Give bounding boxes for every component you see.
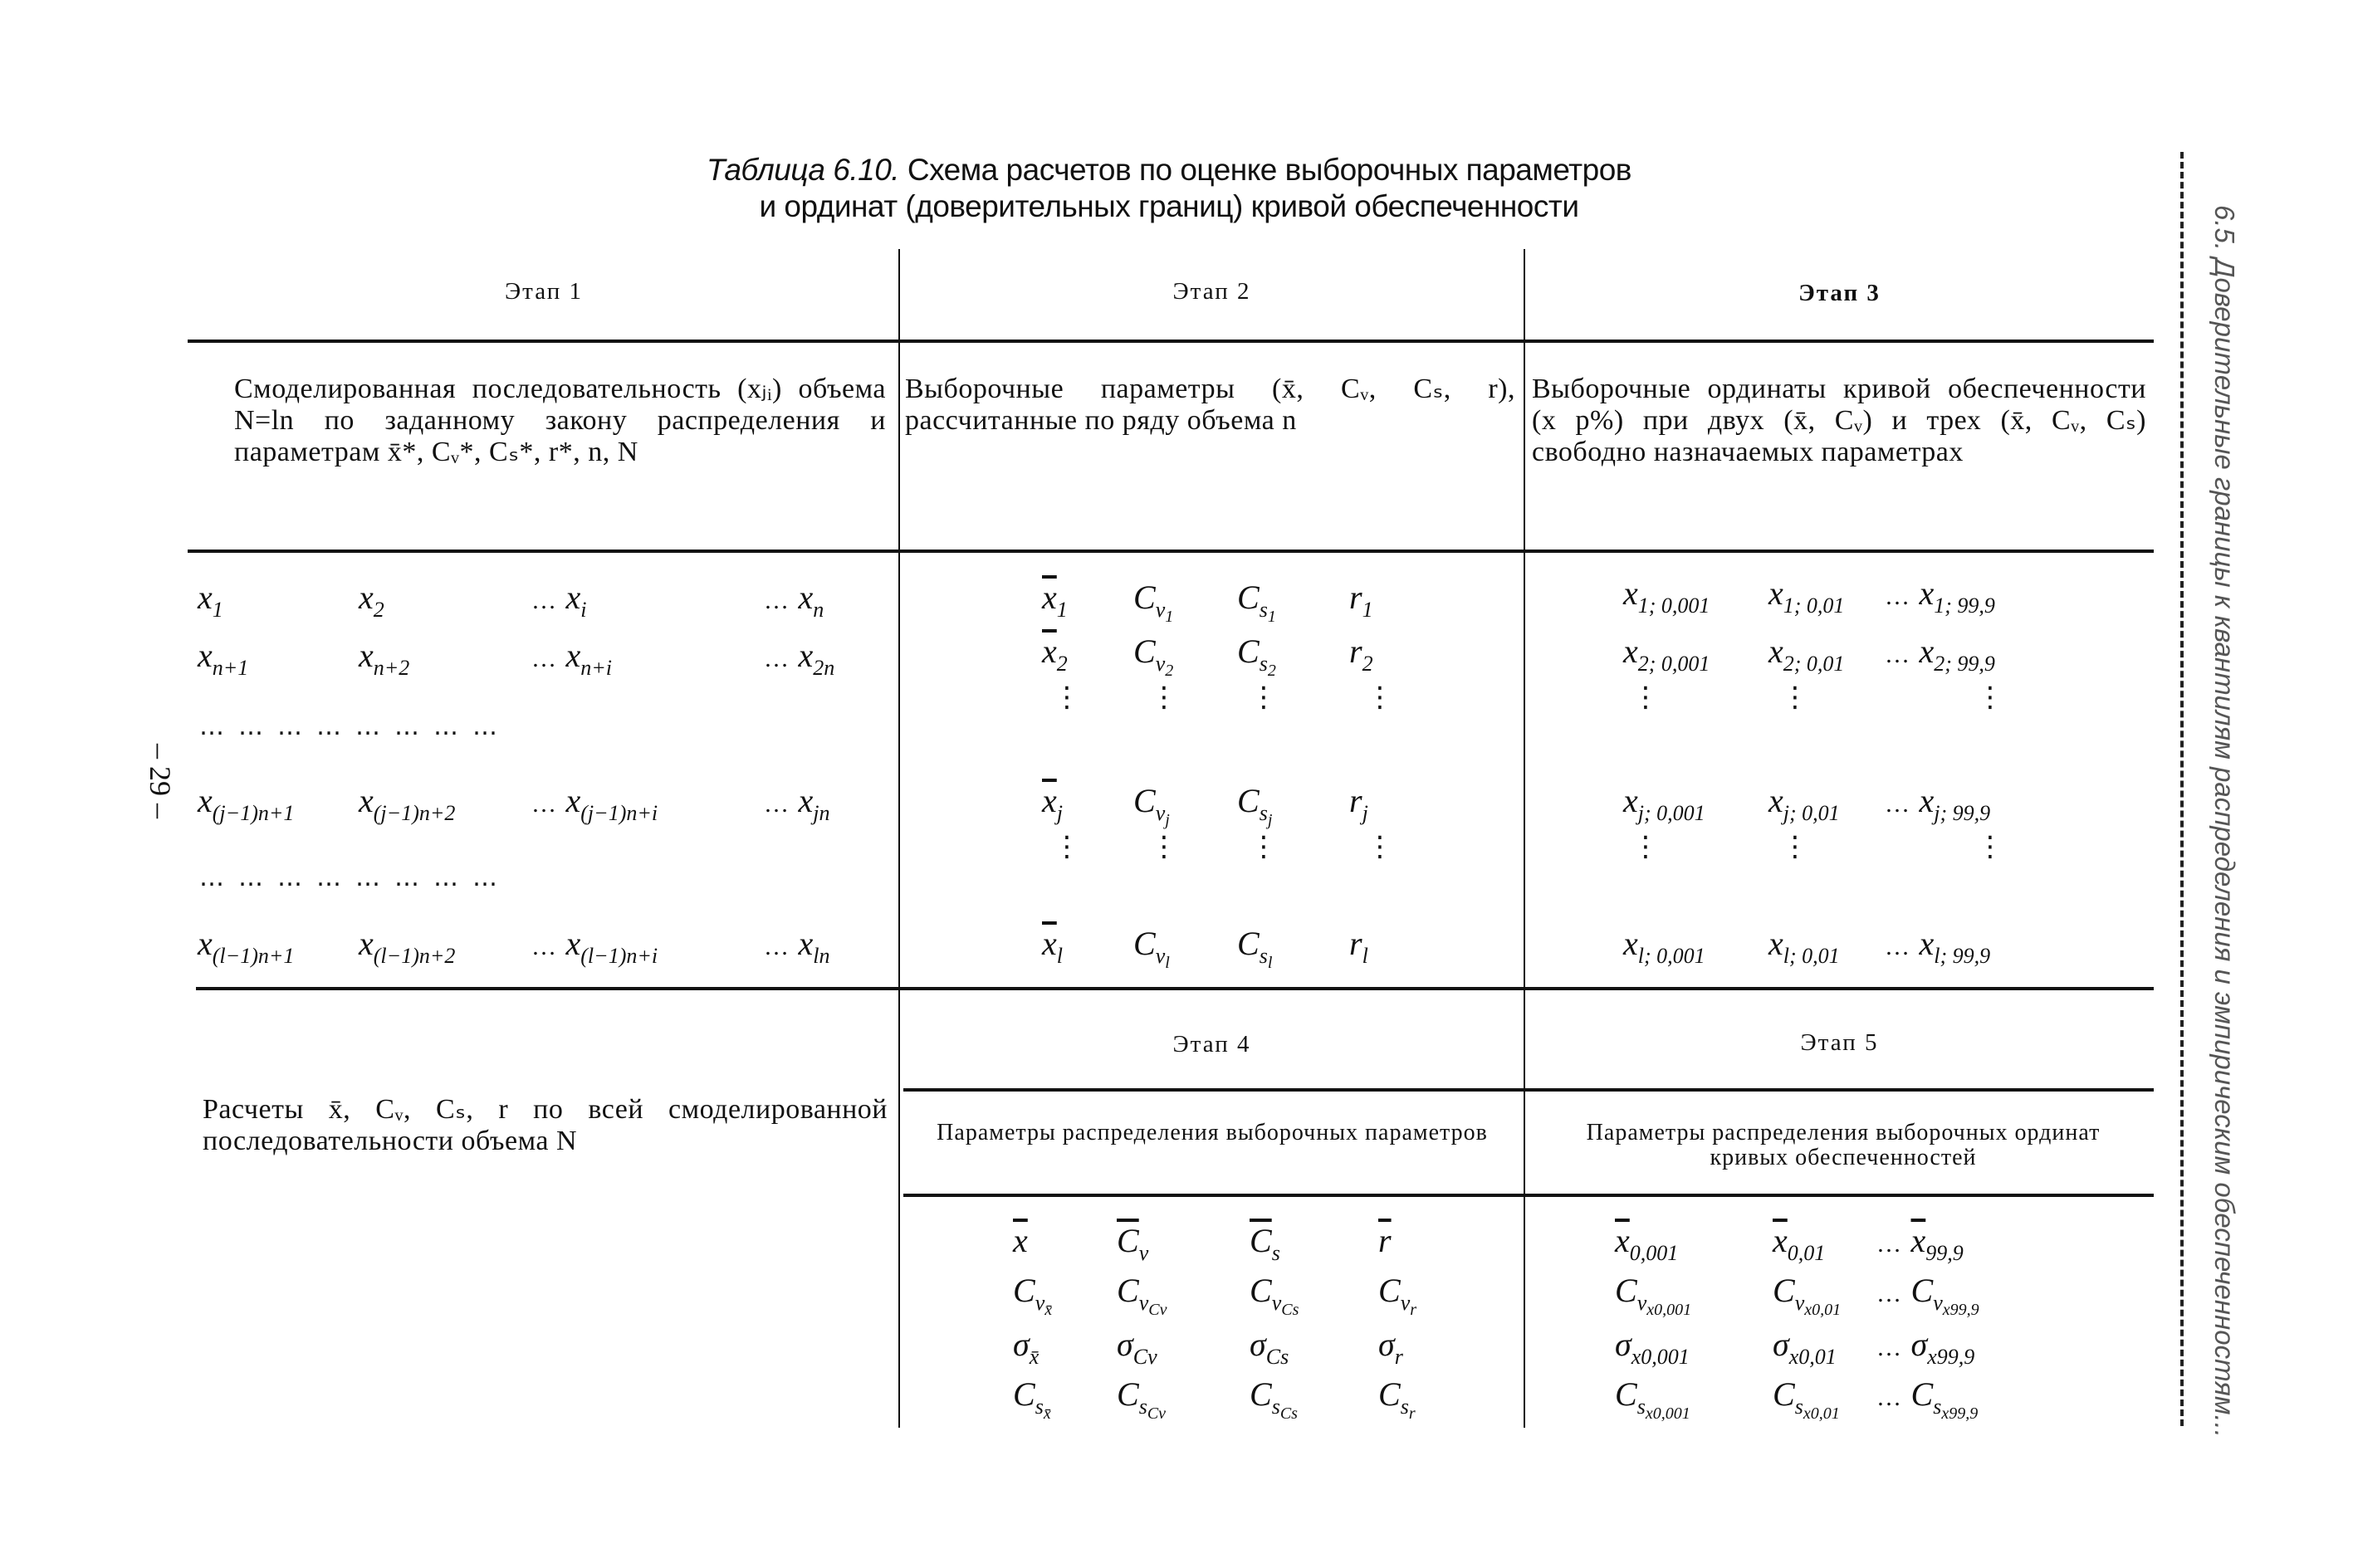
- math-cell: [764, 780, 830, 834]
- ellipsis: …: [1885, 790, 1920, 818]
- ellipsis: …: [1885, 641, 1920, 668]
- continuation-dots: ⋮: [1976, 830, 2004, 863]
- subscript: x99,9: [1927, 1345, 1975, 1369]
- symbol: C: [1237, 579, 1260, 616]
- ellipsis: …: [1876, 1230, 1911, 1258]
- subscript: Cs: [1265, 1345, 1289, 1369]
- running-header-rule: [2180, 152, 2184, 1426]
- ellipsis: …: [531, 933, 566, 960]
- math-cell: [1768, 631, 1844, 685]
- subscript: x̄: [1044, 1301, 1053, 1319]
- symbol: x: [798, 925, 814, 962]
- continuation-dots: ⋮: [1250, 681, 1278, 714]
- math-cell: [1773, 1374, 1840, 1434]
- stage-1-header: Этап 1: [505, 278, 583, 305]
- subscript: Cs: [1281, 1301, 1299, 1319]
- subscript: 2: [373, 598, 384, 622]
- symbol: σ: [1910, 1326, 1928, 1363]
- symbol: C: [1133, 782, 1156, 819]
- stage-5-header: Этап 5: [1800, 1029, 1879, 1056]
- math-cell: [1885, 923, 1990, 977]
- subscript: n+i: [580, 656, 613, 680]
- subscript: n: [813, 598, 824, 622]
- symbol: x: [359, 925, 374, 962]
- math-cell: [1250, 1270, 1299, 1331]
- symbol: $\overline{x}$: [1773, 1222, 1788, 1259]
- math-cell: [1615, 1270, 1691, 1331]
- math-cell: [1042, 780, 1063, 834]
- math-cell: [1615, 1324, 1690, 1378]
- symbol: C: [1910, 1272, 1934, 1309]
- symbol: C: [1773, 1375, 1795, 1413]
- math-cell: [1623, 631, 1710, 685]
- subscript: 0,01: [1787, 1241, 1826, 1265]
- symbol: C: [1133, 925, 1156, 962]
- continuation-dots: ⋮: [1366, 681, 1394, 714]
- continuation-dots: ⋮: [1781, 830, 1809, 863]
- subscript: 1: [1362, 598, 1373, 622]
- subscript: 2n: [813, 656, 835, 680]
- subscript: 1: [212, 598, 223, 622]
- math-cell: [1237, 577, 1276, 637]
- subscript: Cv: [1147, 1404, 1167, 1423]
- subscript: 2: [1267, 662, 1276, 680]
- math-cell: [1349, 923, 1368, 977]
- symbol: C: [1117, 1272, 1139, 1309]
- subscript: s2: [1259, 652, 1276, 680]
- symbol: C: [1237, 782, 1260, 819]
- subscript: (j−1)n+1: [212, 801, 295, 825]
- math-cell: [1378, 1374, 1416, 1434]
- data-rule: [196, 987, 2154, 990]
- math-cell: [1013, 1324, 1039, 1378]
- stage-2-description: Выборочные параметры (x̄, Cᵥ, Cₛ, r), рассчитанные по ряду объема n: [905, 374, 1515, 436]
- math-cell: [359, 635, 409, 689]
- continuation-dots: ⋮: [1781, 681, 1809, 714]
- continuation-dots: ……………………: [199, 712, 511, 741]
- subscript: sCv: [1138, 1395, 1167, 1423]
- math-cell: [1133, 923, 1170, 984]
- stage-4-header: Этап 4: [1172, 1031, 1251, 1058]
- math-cell: [1250, 1324, 1289, 1378]
- symbol: σ: [1013, 1326, 1030, 1363]
- ellipsis: …: [1876, 1280, 1911, 1307]
- math-cell: [764, 923, 830, 977]
- symbol: $\overline{x}$: [1615, 1222, 1630, 1259]
- symbol: x: [565, 782, 581, 819]
- symbol: x: [359, 579, 374, 616]
- subscript: jn: [813, 801, 830, 825]
- column-divider-1: [898, 249, 900, 1428]
- subscript: vx̄: [1035, 1291, 1053, 1319]
- math-cell: [1349, 780, 1368, 834]
- math-cell: [1042, 631, 1068, 685]
- subscript: l; 0,001: [1637, 944, 1705, 968]
- math-cell: [198, 780, 294, 834]
- symbol: $\overline{x}$: [1013, 1222, 1028, 1259]
- symbol: r: [1349, 633, 1362, 670]
- symbol: x: [1623, 925, 1638, 962]
- symbol: x: [798, 637, 814, 674]
- symbol: C: [1615, 1272, 1637, 1309]
- ellipsis: …: [531, 645, 566, 672]
- math-cell: [359, 780, 455, 834]
- total-calculation-description: Расчеты x̄, Cᵥ, Cₛ, r по всей смоделированной последовательности объема N: [203, 1094, 888, 1156]
- subscript: v1: [1155, 598, 1174, 626]
- symbol: x: [1623, 633, 1638, 670]
- math-cell: [1013, 1220, 1028, 1262]
- symbol: $\overline{x}$: [1042, 782, 1057, 819]
- math-cell: [1349, 577, 1373, 631]
- continuation-dots: ⋮: [1250, 830, 1278, 863]
- symbol: $\overline{C}$: [1250, 1222, 1272, 1259]
- symbol: C: [1378, 1375, 1401, 1413]
- subscript: 2; 99,9: [1934, 652, 1995, 676]
- subscript: r: [1410, 1301, 1417, 1319]
- math-cell: [198, 577, 223, 631]
- math-cell: [531, 780, 658, 834]
- symbol: x: [1623, 574, 1638, 612]
- subscript: j: [1362, 801, 1368, 825]
- subscript: l; 99,9: [1934, 944, 1991, 968]
- stage-1-description: Смоделированная последовательность (xⱼᵢ) объема N=ln по заданному закону распределения и параметрам x̄*, Cᵥ*, Cₛ*, r*, n, N: [234, 374, 886, 467]
- subscript: j; 0,01: [1783, 801, 1840, 825]
- ellipsis: …: [531, 587, 566, 614]
- symbol: σ: [1250, 1326, 1266, 1363]
- symbol: x: [198, 579, 213, 616]
- header-rule: [188, 339, 2154, 343]
- math-cell: [1042, 577, 1068, 631]
- subscript: v2: [1155, 652, 1174, 680]
- subscript: j: [1267, 811, 1273, 829]
- stage45-header-rule: [903, 1088, 2154, 1092]
- subscript: r: [1394, 1345, 1403, 1369]
- math-cell: [764, 577, 824, 631]
- symbol: x: [798, 782, 814, 819]
- symbol: x: [1919, 633, 1935, 670]
- subscript: x0,001: [1646, 1301, 1692, 1319]
- continuation-dots: ⋮: [1150, 681, 1178, 714]
- caption-line-1: Схема расчетов по оценке выборочных параметров: [907, 153, 1631, 187]
- continuation-dots: ⋮: [1150, 830, 1178, 863]
- math-cell: [531, 923, 658, 977]
- subscript: x99,9: [1941, 1404, 1979, 1423]
- symbol: x: [1919, 782, 1935, 819]
- subscript: sj: [1259, 801, 1273, 829]
- continuation-dots: ⋮: [1631, 830, 1660, 863]
- math-cell: [1013, 1270, 1052, 1331]
- symbol: r: [1349, 782, 1362, 819]
- subscript: j; 99,9: [1934, 801, 1991, 825]
- subscript: x0,001: [1645, 1404, 1690, 1423]
- symbol: x: [565, 579, 581, 616]
- math-cell: [1768, 780, 1840, 834]
- symbol: C: [1378, 1272, 1401, 1309]
- description-rule: [188, 550, 2154, 553]
- subscript: sCs: [1271, 1395, 1298, 1423]
- subscript: vCv: [1138, 1291, 1167, 1319]
- math-cell: [1623, 573, 1710, 627]
- subscript: (j−1)n+i: [580, 801, 658, 825]
- subscript: j; 0,001: [1637, 801, 1705, 825]
- symbol: C: [1250, 1272, 1272, 1309]
- symbol: σ: [1378, 1326, 1395, 1363]
- subscript: 2: [1165, 662, 1174, 680]
- symbol: x: [198, 925, 213, 962]
- symbol: C: [1133, 579, 1156, 616]
- subscript: vr: [1400, 1291, 1417, 1319]
- symbol: σ: [1773, 1326, 1789, 1363]
- subscript: vx99,9: [1933, 1291, 1979, 1319]
- subscript: r: [1408, 1404, 1416, 1423]
- symbol: C: [1615, 1375, 1637, 1413]
- math-cell: [1117, 1324, 1157, 1378]
- stage45-description-rule: [903, 1194, 2154, 1197]
- math-cell: [359, 577, 384, 631]
- symbol: x: [1623, 782, 1638, 819]
- subscript: x̄: [1043, 1404, 1051, 1423]
- table-number: Таблица 6.10.: [707, 153, 900, 187]
- stage-4-description: Параметры распределения выборочных параметров: [937, 1120, 1488, 1145]
- math-cell: [1615, 1374, 1690, 1434]
- stage-3-header: Этап 3: [1798, 280, 1881, 306]
- symbol: C: [1133, 633, 1156, 670]
- running-header: 6.5. Доверительные границы к квантилям распределения и эмпирическим обеспеченностям...: [2209, 205, 2240, 1438]
- math-cell: [1768, 923, 1840, 977]
- math-cell: [198, 635, 248, 689]
- symbol: $\overline{x}$: [1042, 925, 1057, 962]
- symbol: $\overline{x}$: [1042, 579, 1057, 616]
- subscript: Cv: [1132, 1345, 1157, 1369]
- page-number: – 29 –: [144, 744, 177, 818]
- math-cell: [1885, 780, 1990, 834]
- ellipsis: …: [1885, 583, 1920, 610]
- subscript: (l−1)n+i: [580, 944, 658, 968]
- math-cell: [1378, 1270, 1416, 1331]
- math-cell: [1876, 1270, 1979, 1331]
- stage-2-header: Этап 2: [1172, 278, 1251, 305]
- subscript: vx0,001: [1636, 1291, 1692, 1319]
- symbol: C: [1013, 1272, 1035, 1309]
- symbol: C: [1250, 1375, 1272, 1413]
- subscript: x0,001: [1631, 1345, 1690, 1369]
- math-cell: [1133, 577, 1173, 637]
- subscript: (j−1)n+2: [373, 801, 456, 825]
- ellipsis: …: [764, 587, 799, 614]
- ellipsis: …: [1885, 933, 1920, 960]
- subscript: 1; 99,9: [1934, 593, 1995, 618]
- subscript: sx0,001: [1636, 1395, 1690, 1423]
- continuation-dots: ……………………: [199, 863, 511, 892]
- subscript: 2: [1362, 652, 1373, 676]
- symbol: x: [1919, 925, 1935, 962]
- symbol: x: [359, 637, 374, 674]
- math-cell: [1876, 1374, 1978, 1434]
- subscript: sx99,9: [1933, 1395, 1979, 1423]
- ellipsis: …: [1876, 1384, 1911, 1411]
- symbol: x: [1768, 925, 1783, 962]
- math-cell: [1885, 573, 1995, 627]
- subscript: sr: [1400, 1395, 1416, 1423]
- continuation-dots: ⋮: [1631, 681, 1660, 714]
- symbol: $\overline{C}$: [1117, 1222, 1139, 1259]
- column-divider-2: [1524, 249, 1525, 1428]
- table-caption: [0, 152, 2338, 225]
- ellipsis: …: [764, 790, 799, 818]
- caption-line-2: и ординат (доверительных границ) кривой обеспеченности: [759, 189, 1579, 223]
- math-cell: [198, 923, 294, 977]
- subscript: n+2: [373, 656, 410, 680]
- math-cell: [1250, 1374, 1298, 1434]
- subscript: 1: [1165, 608, 1174, 626]
- symbol: $\overline{x}$: [1042, 633, 1057, 670]
- subscript: sx0,01: [1794, 1395, 1840, 1423]
- subscript: vl: [1155, 944, 1170, 972]
- symbol: x: [1768, 574, 1783, 612]
- subscript: (l−1)n+2: [373, 944, 456, 968]
- subscript: 1; 0,001: [1637, 593, 1710, 618]
- math-cell: [1378, 1220, 1392, 1262]
- symbol: C: [1117, 1375, 1139, 1413]
- subscript: 1: [1267, 608, 1276, 626]
- subscript: vx0,01: [1794, 1291, 1842, 1319]
- subscript: n+1: [212, 656, 249, 680]
- math-cell: [1876, 1220, 1964, 1274]
- math-cell: [1117, 1270, 1167, 1331]
- symbol: C: [1773, 1272, 1795, 1309]
- symbol: x: [198, 782, 213, 819]
- math-cell: [1013, 1374, 1051, 1434]
- math-cell: [531, 635, 612, 689]
- subscript: j: [1056, 801, 1063, 825]
- math-cell: [1885, 631, 1995, 685]
- subscript: x̄: [1029, 1345, 1040, 1369]
- subscript: Cv: [1148, 1301, 1167, 1319]
- symbol: $\overline{r}$: [1378, 1222, 1392, 1259]
- math-cell: [1773, 1270, 1841, 1331]
- subscript: 2; 0,01: [1783, 652, 1845, 676]
- subscript: x0,01: [1788, 1345, 1837, 1369]
- subscript: vj: [1155, 801, 1170, 829]
- subscript: l: [1267, 954, 1273, 972]
- symbol: x: [1919, 574, 1935, 612]
- math-cell: [1117, 1220, 1148, 1274]
- symbol: x: [198, 637, 213, 674]
- symbol: x: [565, 637, 581, 674]
- ellipsis: …: [531, 790, 566, 818]
- symbol: r: [1349, 925, 1362, 962]
- continuation-dots: ⋮: [1366, 830, 1394, 863]
- subscript: x99,9: [1942, 1301, 1979, 1319]
- math-cell: [1623, 780, 1705, 834]
- symbol: x: [1768, 782, 1783, 819]
- subscript: x0,01: [1804, 1301, 1842, 1319]
- continuation-dots: ⋮: [1053, 681, 1081, 714]
- math-cell: [1615, 1220, 1678, 1274]
- subscript: sx̄: [1035, 1395, 1051, 1423]
- math-cell: [359, 923, 455, 977]
- math-cell: [764, 635, 834, 689]
- math-cell: [1378, 1324, 1403, 1378]
- math-cell: [1768, 573, 1844, 627]
- subscript: vCs: [1271, 1291, 1299, 1319]
- stage-5-description: Параметры распределения выборочных ординат кривых обеспеченностей: [1586, 1120, 2101, 1170]
- symbol: x: [1768, 633, 1783, 670]
- math-cell: [1623, 923, 1705, 977]
- subscript: s1: [1259, 598, 1276, 626]
- math-cell: [1876, 1324, 1974, 1378]
- subscript: 99,9: [1925, 1241, 1964, 1265]
- math-cell: [531, 577, 587, 631]
- symbol: x: [565, 925, 581, 962]
- subscript: l; 0,01: [1783, 944, 1840, 968]
- symbol: r: [1349, 579, 1362, 616]
- ellipsis: …: [764, 645, 799, 672]
- ellipsis: …: [764, 933, 799, 960]
- subscript: l: [1165, 954, 1170, 972]
- math-cell: [1237, 923, 1272, 984]
- symbol: σ: [1615, 1326, 1631, 1363]
- subscript: (l−1)n+1: [212, 944, 295, 968]
- math-cell: [1042, 923, 1063, 977]
- symbol: σ: [1117, 1326, 1133, 1363]
- symbol: x: [798, 579, 814, 616]
- math-cell: [1250, 1220, 1280, 1274]
- subscript: 1; 0,01: [1783, 593, 1845, 618]
- subscript: i: [580, 598, 587, 622]
- subscript: x0,01: [1803, 1404, 1840, 1423]
- subscript: ln: [813, 944, 830, 968]
- subscript: s: [1271, 1241, 1280, 1265]
- subscript: l: [1056, 944, 1063, 968]
- symbol: C: [1013, 1375, 1035, 1413]
- math-cell: [1773, 1324, 1837, 1378]
- subscript: Cs: [1279, 1404, 1298, 1423]
- math-cell: [1117, 1374, 1166, 1434]
- symbol: C: [1910, 1375, 1934, 1413]
- symbol: $\overline{x}$: [1910, 1222, 1926, 1259]
- subscript: 2: [1056, 652, 1068, 676]
- subscript: 2; 0,001: [1637, 652, 1710, 676]
- subscript: j: [1165, 811, 1170, 829]
- subscript: 0,001: [1629, 1241, 1679, 1265]
- subscript: sl: [1259, 944, 1273, 972]
- symbol: x: [359, 782, 374, 819]
- continuation-dots: ⋮: [1976, 681, 2004, 714]
- continuation-dots: ⋮: [1053, 830, 1081, 863]
- ellipsis: …: [1876, 1334, 1911, 1361]
- symbol: C: [1237, 925, 1260, 962]
- subscript: v: [1138, 1241, 1149, 1265]
- math-cell: [1349, 631, 1373, 685]
- subscript: l: [1362, 944, 1368, 968]
- symbol: C: [1237, 633, 1260, 670]
- subscript: 1: [1056, 598, 1068, 622]
- math-cell: [1773, 1220, 1825, 1274]
- stage-3-description: Выборочные ординаты кривой обеспеченности (x p%) при двух (x̄, Cᵥ) и трех (x̄, Cᵥ, Cₛ) свободно назначаемых параметрах: [1532, 374, 2146, 467]
